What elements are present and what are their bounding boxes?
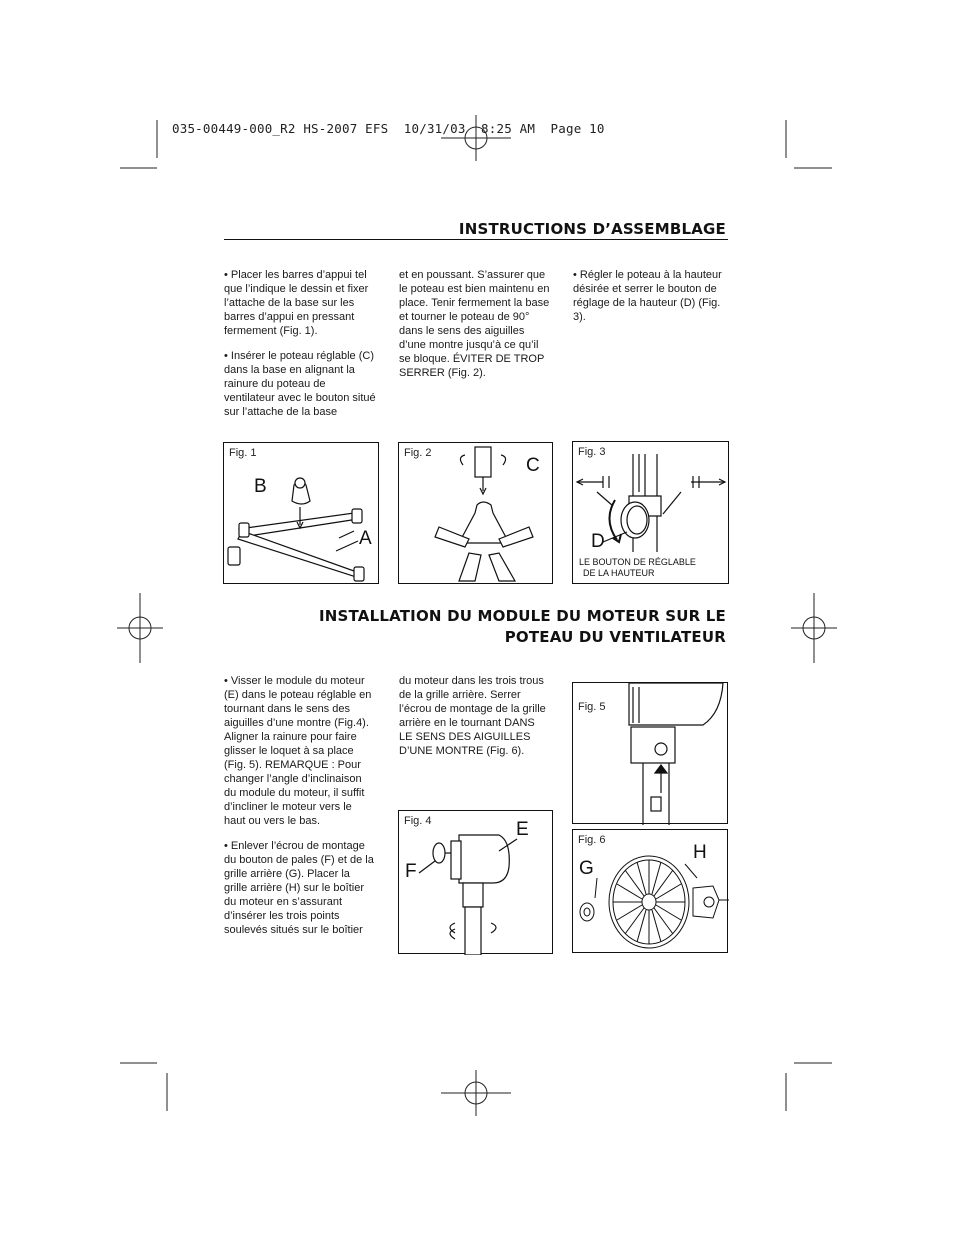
figure-2	[398, 442, 553, 584]
figure-label: Fig. 4	[404, 815, 432, 827]
figure-label: Fig. 6	[578, 834, 606, 846]
figure-label: Fig. 5	[578, 701, 606, 713]
text-column-1	[224, 674, 376, 948]
letter-a: A	[359, 528, 372, 549]
figure-4	[398, 810, 553, 954]
paragraph: • Enlever l’écrou de montage du bouton de pales (F) et de la grille arrière (G). Placer la grille arrière (H) sur le boîtier du moteur en s’assurant d’insérer les trois points soulevés situés sur le boîtier	[224, 840, 374, 936]
figure-1	[223, 442, 379, 584]
text-column-2	[399, 674, 551, 769]
section-heading-assembly: INSTRUCTIONS D’ASSEMBLAGE	[458, 220, 726, 238]
text-column-2	[399, 268, 551, 391]
letter-f: F	[405, 861, 417, 882]
text-column-3	[573, 268, 725, 335]
paragraph: • Placer les barres d’appui tel que l’indique le dessin et fixer l’attache de la base sur les barres d’appui en pressant fermement (Fig. 1).	[224, 269, 369, 337]
motor-module-illustration	[399, 811, 554, 955]
section-heading-motor-install: INSTALLATION DU MODULE DU MOTEUR SUR LE POTEAU DU VENTILATEUR	[318, 607, 726, 646]
text-column-1	[224, 268, 376, 430]
print-slug-line: 035-00449-000_R2 HS-2007 EFS 10/31/03 8:25 AM Page 10	[172, 121, 605, 136]
paragraph: du moteur dans les trois trous de la grille arrière. Serrer l’écrou de montage de la grille arrière en le tournant DANS LE SENS DES AIGUILLES D’UNE MONTRE (Fig. 6).	[399, 675, 546, 757]
base-bars-illustration	[224, 443, 380, 585]
figure-caption: LE BOUTON DE RÉGLABLE DE LA HAUTEUR	[579, 557, 696, 578]
letter-d: D	[591, 531, 605, 552]
figure-3	[572, 441, 729, 584]
figure-6	[572, 829, 728, 953]
letter-e: E	[516, 819, 529, 840]
paragraph: et en poussant. S’assurer que le poteau est bien maintenu en place. Tenir fermement la base et tourner le poteau de 90° dans le sens des aiguilles d’une montre jusqu’à ce qu’il se bloque. ÉVITER DE TROP SERRER (Fig. 2).	[399, 269, 550, 379]
figure-label: Fig. 3	[578, 446, 606, 458]
paragraph: • Régler le poteau à la hauteur désirée et serrer le bouton de réglage de la hauteur (D) (Fig. 3).	[573, 269, 722, 323]
heading-rule	[224, 239, 728, 240]
paragraph: • Insérer le poteau réglable (C) dans la base en alignant la rainure du poteau de ventilateur avec le bouton situé sur l’attache de la base	[224, 350, 376, 418]
figure-label: Fig. 1	[229, 447, 257, 459]
paragraph: • Visser le module du moteur (E) dans le poteau réglable en tournant dans le sens des aiguilles d’une montre (Fig.4). Aligner la rainure pour faire glisser le loquet à sa place (Fig. 5). REMARQUE : Pour changer l’angle d’inclinaison du module du moteur, il suffit d’incliner le moteur vers le haut ou vers le bas.	[224, 675, 372, 827]
letter-b: B	[254, 476, 267, 497]
letter-h: H	[693, 842, 707, 863]
letter-c: C	[526, 455, 540, 476]
letter-g: G	[579, 858, 594, 879]
figure-label: Fig. 2	[404, 447, 432, 459]
latch-alignment-illustration	[573, 683, 729, 825]
figure-5	[572, 682, 728, 824]
